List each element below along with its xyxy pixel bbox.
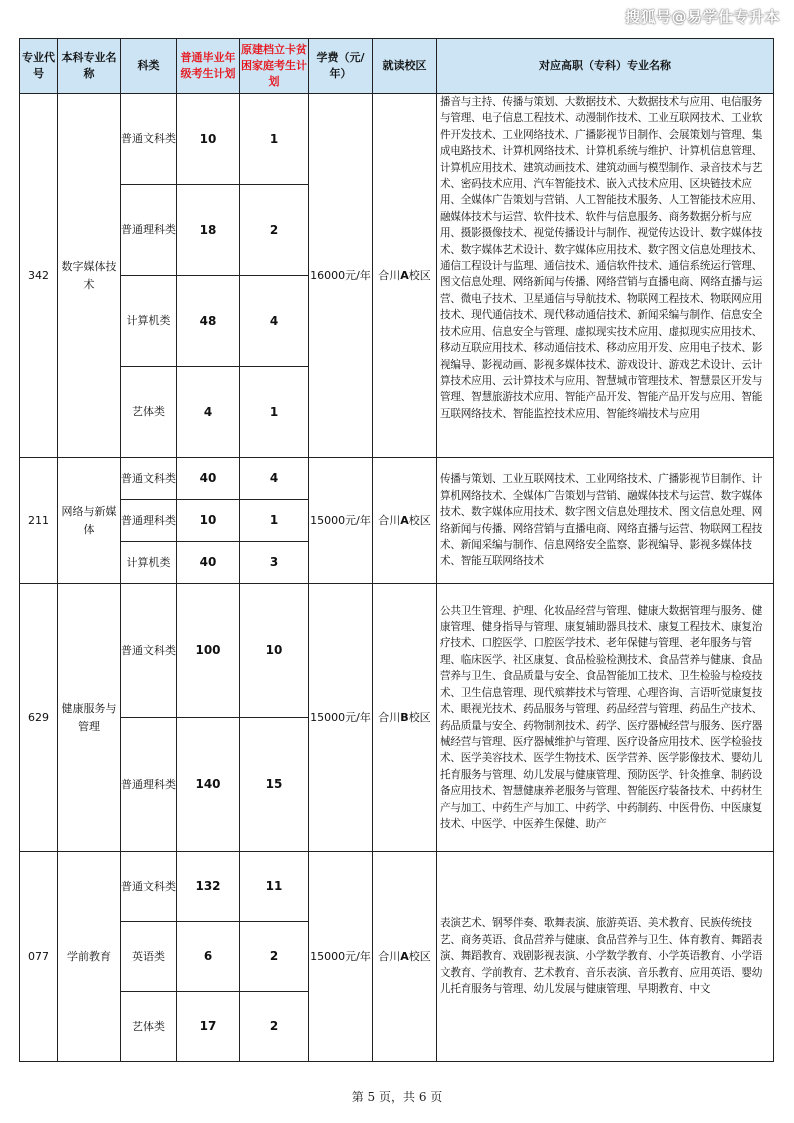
page-footer: 第 5 页，共 6 页 [351, 1090, 443, 1104]
category-cell: 普通文科类 [121, 94, 177, 185]
plan-general-cell: 17 [177, 992, 240, 1062]
major-name: 健康服务与管理 [58, 584, 121, 852]
major-name: 网络与新媒体 [58, 458, 121, 584]
related-majors-cell: 表演艺术、钢琴伴奏、歌舞表演、旅游英语、美术教育、民族传统技艺、商务英语、食品营养与健康、食品营养与卫生、体育教育、舞蹈表演、舞蹈教育、戏剧影视表演、小学数学教育、小学英语教育、小学语文教育、学前教育、艺术教育、音乐表演、音乐教育、应用英语、婴幼儿托育服务与管理、幼儿发展与健康管理、早期教育、中文 [437, 852, 774, 1062]
plan-poverty-cell: 11 [240, 852, 309, 922]
plan-general-cell: 100 [177, 584, 240, 718]
table-row [20, 852, 774, 922]
header-fee: 学费（元/年） [309, 39, 373, 94]
plan-poverty-cell: 15 [240, 718, 309, 852]
major-code: 211 [20, 458, 58, 584]
plan-general-cell: 40 [177, 458, 240, 500]
related-majors-cell: 传播与策划、工业互联网技术、工业网络技术、广播影视节目制作、计算机网络技术、全媒体广告策划与营销、融媒体技术与运营、数字媒体技术、数字媒体应用技术、数字图文信息处理技术、图文信息处理、网络新闻与传播、网络营销与直播电商、网络直播与运营、物联网工程技术、新闻采编与制作、信息网络安全监察、影视编导、影视多媒体技术、智能互联网络技术 [437, 458, 774, 584]
watermark: 搜狐号@易学仕专升本 [624, 8, 780, 26]
header-related-majors: 对应高职（专科）专业名称 [437, 39, 774, 94]
table-row [20, 94, 774, 185]
related-majors-cell: 播音与主持、传播与策划、大数据技术、大数据技术与应用、电信服务与管理、电子信息工程技术、动漫制作技术、工业互联网技术、工业软件开发技术、工业网络技术、广播影视节目制作、会展策划与管理、集成电路技术、计算机网络技术、计算机系统与维护、计算机信息管理、计算机应用技术、建筑动画技术、建筑动画与模型制作、录音技术与艺术、密码技术应用、汽车智能技术、嵌入式技术应用、区块链技术应用、全媒体广告策划与营销、人工智能技术服务、人工智能技术应用、融媒体技术与运营、软件技术、软件与信息服务、商务数据分析与应用、摄影摄像技术、视觉传播设计与制作、视觉传达设计、数字媒体技术、数字媒体艺术设计、数字媒体应用技术、数字图文信息处理技术、通信工程设计与监理、通信技术、通信软件技术、通信系统运行管理、图文信息处理、网络新闻与传播、网络营销与直播电商、网络直播与运营、微电子技术、卫星通信与导航技术、物联网工程技术、物联网应用技术、现代通信技术、现代移动通信技术、新闻采编与制作、信息安全技术应用、信息安全与管理、虚拟现实技术应用、虚拟现实应用技术、移动互联应用技术、移动通信技术、移动应用开发、应用电子技术、影视编导、影视动画、影视多媒体技术、游戏设计、游戏艺术设计、云计算技术应用、云计算技术与应用、智慧城市管理技术、智慧景区开发与管理、智慧旅游技术应用、智能产品开发、智能产品开发与应用、智能互联网络技术、智能监控技术应用、智能终端技术与应用 [437, 94, 774, 458]
related-majors-cell: 公共卫生管理、护理、化妆品经营与管理、健康大数据管理与服务、健康管理、健身指导与管理、康复辅助器具技术、康复工程技术、康复治疗技术、口腔医学、口腔医学技术、老年保健与管理、老年服务与管理、临床医学、社区康复、食品检验检测技术、食品营养与健康、食品营养与卫生、食品质量与安全、食品智能加工技术、卫生检验与检疫技术、卫生信息管理、现代殡葬技术与管理、心理咨询、言语听觉康复技术、眼视光技术、药品服务与管理、药品经营与管理、药品生产技术、药品质量与安全、药物制剂技术、药学、医疗器械经营与服务、医疗器械经营与管理、医疗器械维护与管理、医疗设备应用技术、医学检验技术、医学美容技术、医学生物技术、医学营养、医学影像技术、婴幼儿托育服务与管理、幼儿发展与健康管理、预防医学、针灸推拿、制药设备应用技术、智慧健康养老服务与管理、智能医疗装备技术、中药材生产与加工、中药生产与加工、中药学、中药制药、中医骨伤、中医康复技术、中医学、中医养生保健、助产 [437, 584, 774, 852]
plan-poverty-cell: 2 [240, 992, 309, 1062]
campus-letter: A [400, 268, 409, 282]
category-cell: 普通文科类 [121, 458, 177, 500]
plan-general-cell: 10 [177, 500, 240, 542]
category-cell: 艺体类 [121, 367, 177, 458]
category-cell: 计算机类 [121, 542, 177, 584]
plan-poverty-cell: 2 [240, 185, 309, 276]
plan-general-cell: 10 [177, 94, 240, 185]
category-cell: 艺体类 [121, 992, 177, 1062]
category-cell: 普通理科类 [121, 718, 177, 852]
category-cell: 英语类 [121, 922, 177, 992]
major-code: 342 [20, 94, 58, 458]
major-name: 学前教育 [58, 852, 121, 1062]
major-name: 数字媒体技术 [58, 94, 121, 458]
fee-cell: 15000元/年 [309, 852, 373, 1062]
plan-general-cell: 140 [177, 718, 240, 852]
major-code: 077 [20, 852, 58, 1062]
header-campus: 就读校区 [373, 39, 437, 94]
plan-general-cell: 48 [177, 276, 240, 367]
campus-suffix: 校区 [408, 710, 431, 724]
table-row [20, 458, 774, 500]
plan-poverty-cell: 3 [240, 542, 309, 584]
plan-general-cell: 6 [177, 922, 240, 992]
header-plan-general: 普通毕业年级考生计划 [177, 39, 240, 94]
campus-prefix: 合川 [378, 710, 401, 724]
plan-general-cell: 40 [177, 542, 240, 584]
header-major: 本科专业名称 [58, 39, 121, 94]
campus-cell [373, 852, 437, 1062]
plan-poverty-cell: 4 [240, 276, 309, 367]
campus-letter: A [400, 513, 409, 527]
fee-cell: 15000元/年 [309, 458, 373, 584]
plan-poverty-cell: 1 [240, 94, 309, 185]
plan-poverty-cell: 2 [240, 922, 309, 992]
campus-prefix: 合川 [378, 513, 401, 527]
campus-letter: B [400, 710, 409, 724]
campus-prefix: 合川 [378, 268, 401, 282]
header-code: 专业代号 [20, 39, 58, 94]
category-cell: 普通理科类 [121, 500, 177, 542]
plan-general-cell: 18 [177, 185, 240, 276]
campus-prefix: 合川 [378, 949, 401, 963]
category-cell: 计算机类 [121, 276, 177, 367]
campus-cell [373, 94, 437, 458]
header-plan-poverty: 原建档立卡贫困家庭考生计划 [240, 39, 309, 94]
plan-poverty-cell: 4 [240, 458, 309, 500]
fee-cell: 16000元/年 [309, 94, 373, 458]
table-row [20, 584, 774, 718]
plan-poverty-cell: 1 [240, 367, 309, 458]
category-cell: 普通文科类 [121, 852, 177, 922]
campus-suffix: 校区 [408, 268, 431, 282]
campus-cell [373, 584, 437, 852]
campus-cell [373, 458, 437, 584]
plan-poverty-cell: 1 [240, 500, 309, 542]
campus-suffix: 校区 [408, 949, 431, 963]
campus-suffix: 校区 [408, 513, 431, 527]
plan-general-cell: 132 [177, 852, 240, 922]
plan-poverty-cell: 10 [240, 584, 309, 718]
header-row [20, 39, 774, 94]
fee-cell: 15000元/年 [309, 584, 373, 852]
category-cell: 普通文科类 [121, 584, 177, 718]
campus-letter: A [400, 949, 409, 963]
category-cell: 普通理科类 [121, 185, 177, 276]
header-category: 科类 [121, 39, 177, 94]
major-code: 629 [20, 584, 58, 852]
plan-general-cell: 4 [177, 367, 240, 458]
enrollment-plan-table [19, 38, 774, 1062]
